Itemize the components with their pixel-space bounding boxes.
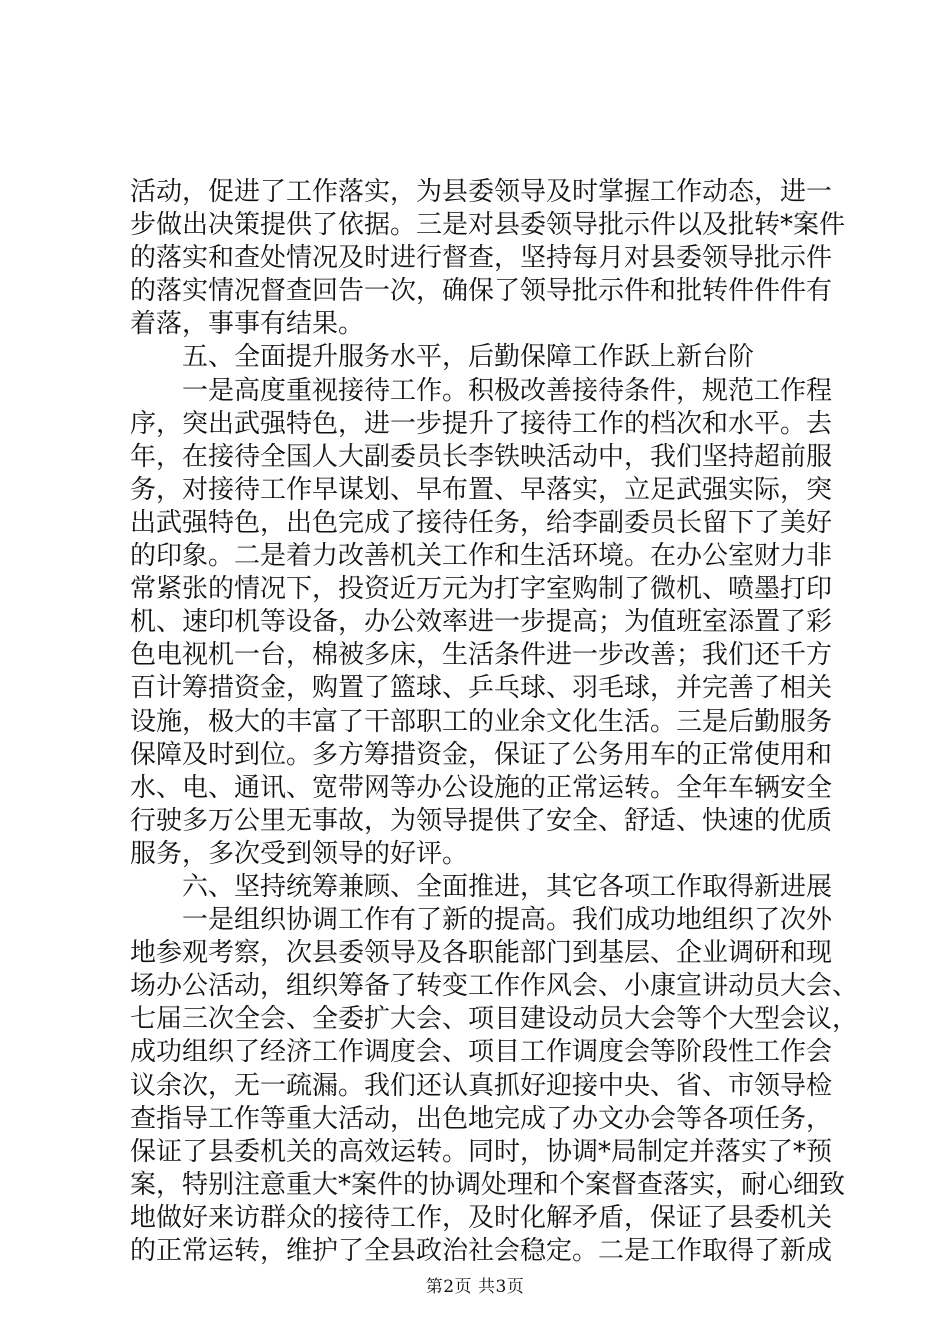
text-line: 水、电、通讯、宽带网等办公设施的正常运转。全年车辆安全 [130, 772, 833, 803]
text-line: 常紧张的情况下，投资近万元为打字室购制了微机、喷墨打印 [130, 574, 833, 605]
text-line: 查指导工作等重大活动，出色地完成了办文办会等各项任务， [130, 1103, 833, 1134]
text-line: 年，在接待全国人大副委员长李铁映活动中，我们坚持超前服 [130, 441, 833, 472]
text-line: 场办公活动，组织筹备了转变工作作风会、小康宣讲动员大会、 [130, 971, 859, 1002]
text-line: 议余次，无一疏漏。我们还认真抓好迎接中央、省、市领导检 [130, 1070, 833, 1101]
text-line: 保障及时到位。多方筹措资金，保证了公务用车的正常使用和 [130, 739, 833, 770]
text-line: 的正常运转，维护了全县政治社会稳定。二是工作取得了新成 [130, 1236, 833, 1266]
text-line: 案，特别注意重大*案件的协调处理和个案督查落实，耐心细致 [130, 1169, 846, 1200]
text-line: 着落，事事有结果。 [130, 309, 365, 340]
text-line: 保证了县委机关的高效运转。同时，协调*局制定并落实了*预 [130, 1136, 833, 1167]
text-line: 出武强特色，出色完成了接待任务，给李副委员长留下了美好 [130, 507, 833, 538]
text-line: 六、坚持统筹兼顾、全面推进，其它各项工作取得新进展 [182, 871, 833, 902]
text-line: 活动，促进了工作落实，为县委领导及时掌握工作动态，进一 [130, 177, 833, 207]
text-line: 地参观考察，次县委领导及各职能部门到基层、企业调研和现 [130, 938, 833, 969]
text-line: 地做好来访群众的接待工作，及时化解矛盾，保证了县委机关 [130, 1202, 833, 1233]
text-line: 服务，多次受到领导的好评。 [130, 838, 469, 869]
text-line: 的落实和查处情况及时进行督查，坚持每月对县委领导批示件 [130, 243, 833, 274]
page-footer: 第2页 共3页 [425, 1277, 525, 1297]
text-line: 务，对接待工作早谋划、早布置、早落实，立足武强实际，突 [130, 474, 833, 505]
text-line: 一是高度重视接待工作。积极改善接待条件，规范工作程 [182, 375, 833, 406]
text-line: 机、速印机等设备，办公效率进一步提高；为值班室添置了彩 [130, 607, 833, 638]
text-line: 序，突出武强特色，进一步提升了接待工作的档次和水平。去 [130, 408, 833, 439]
text-line: 行驶多万公里无事故，为领导提供了安全、舒适、快速的优质 [130, 805, 833, 836]
text-line: 百计筹措资金，购置了篮球、乒乓球、羽毛球，并完善了相关 [130, 673, 833, 704]
text-line: 的印象。二是着力改善机关工作和生活环境。在办公室财力非 [130, 541, 833, 572]
text-line: 一是组织协调工作有了新的提高。我们成功地组织了次外 [182, 905, 833, 936]
text-line: 步做出决策提供了依据。三是对县委领导批示件以及批转*案件 [130, 210, 846, 241]
text-line: 五、全面提升服务水平，后勤保障工作跃上新台阶 [182, 342, 755, 373]
text-line: 设施，极大的丰富了干部职工的业余文化生活。三是后勤服务 [130, 706, 833, 737]
text-line: 七届三次全会、全委扩大会、项目建设动员大会等个大型会议， [130, 1004, 859, 1035]
text-line: 的落实情况督查回告一次，确保了领导批示件和批转件件件有 [130, 276, 833, 307]
text-line: 色电视机一台，棉被多床，生活条件进一步改善；我们还千方 [130, 640, 833, 671]
text-line: 成功组织了经济工作调度会、项目工作调度会等阶段性工作会 [130, 1037, 833, 1068]
body-text [130, 176, 859, 1268]
